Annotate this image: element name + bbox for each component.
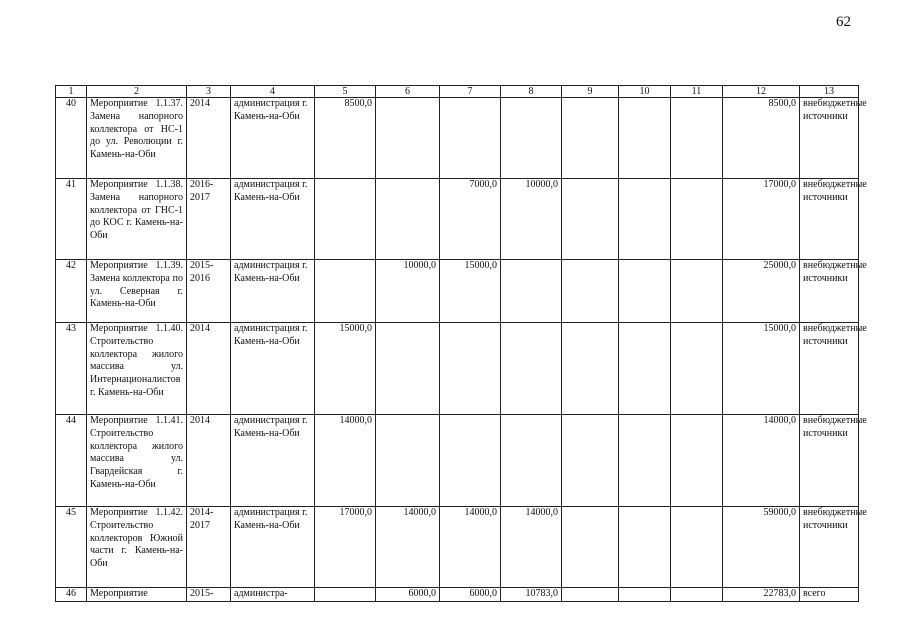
funding-source: внебюджетные источники (800, 179, 859, 260)
column-header: 2 (87, 86, 187, 98)
value-col-5: 8500,0 (315, 98, 376, 179)
value-col-10 (619, 415, 671, 507)
value-col-7 (440, 98, 501, 179)
value-col-8 (501, 98, 562, 179)
value-col-7: 7000,0 (440, 179, 501, 260)
value-col-5 (315, 588, 376, 602)
column-header: 10 (619, 86, 671, 98)
years: 2015- (187, 588, 231, 602)
value-col-7 (440, 415, 501, 507)
value-col-7 (440, 323, 501, 415)
value-col-7: 6000,0 (440, 588, 501, 602)
measure-name: Мероприятие 1.1.37. Замена напорного коллектора от НС-1 до ул. Революции г. Камень-на-Оби (87, 98, 187, 179)
value-total: 17000,0 (723, 179, 800, 260)
value-total: 14000,0 (723, 415, 800, 507)
column-header: 7 (440, 86, 501, 98)
value-col-9 (562, 415, 619, 507)
table-row (56, 588, 859, 602)
value-col-9 (562, 588, 619, 602)
value-col-11 (671, 507, 723, 588)
column-header: 8 (501, 86, 562, 98)
funding-source: внебюджетные источники (800, 507, 859, 588)
value-total: 59000,0 (723, 507, 800, 588)
measure-name: Мероприятие 1.1.41. Строительство коллектора жилого массива ул. Гвардейская г. Камень-на-Оби (87, 415, 187, 507)
funding-source: внебюджетные источники (800, 415, 859, 507)
value-col-10 (619, 507, 671, 588)
value-col-8 (501, 260, 562, 323)
value-col-6 (376, 415, 440, 507)
value-col-9 (562, 98, 619, 179)
table-row (56, 179, 859, 260)
row-number: 42 (56, 260, 87, 323)
executor: администра- (231, 588, 315, 602)
funding-source: всего (800, 588, 859, 602)
value-col-9 (562, 179, 619, 260)
value-col-11 (671, 588, 723, 602)
value-col-5: 14000,0 (315, 415, 376, 507)
value-col-7: 15000,0 (440, 260, 501, 323)
measure-name: Мероприятие 1.1.42. Строительство коллекторов Южной части г. Камень-на-Оби (87, 507, 187, 588)
column-header: 11 (671, 86, 723, 98)
years: 2015-2016 (187, 260, 231, 323)
value-col-11 (671, 98, 723, 179)
executor: администрация г. Камень-на-Оби (231, 323, 315, 415)
value-col-8: 10783,0 (501, 588, 562, 602)
row-number: 40 (56, 98, 87, 179)
row-number: 46 (56, 588, 87, 602)
table-row (56, 323, 859, 415)
value-col-5: 17000,0 (315, 507, 376, 588)
value-col-6: 6000,0 (376, 588, 440, 602)
funding-source: внебюджетные источники (800, 98, 859, 179)
value-col-6: 10000,0 (376, 260, 440, 323)
value-total: 25000,0 (723, 260, 800, 323)
value-col-7: 14000,0 (440, 507, 501, 588)
executor: администрация г. Камень-на-Оби (231, 98, 315, 179)
value-col-11 (671, 260, 723, 323)
row-number: 44 (56, 415, 87, 507)
measure-name: Мероприятие 1.1.40. Строительство коллектора жилого массива ул. Интернационалистов г. Камень-на-Оби (87, 323, 187, 415)
value-col-9 (562, 260, 619, 323)
value-col-11 (671, 415, 723, 507)
value-col-6: 14000,0 (376, 507, 440, 588)
value-col-5 (315, 260, 376, 323)
column-header: 12 (723, 86, 800, 98)
years: 2014-2017 (187, 507, 231, 588)
measure-name: Мероприятие 1.1.39. Замена коллектора по ул. Северная г. Камень-на-Оби (87, 260, 187, 323)
value-total: 8500,0 (723, 98, 800, 179)
value-col-8: 14000,0 (501, 507, 562, 588)
header-row (56, 86, 859, 98)
page-number: 62 (836, 14, 851, 30)
value-col-8: 10000,0 (501, 179, 562, 260)
column-header: 9 (562, 86, 619, 98)
value-col-10 (619, 179, 671, 260)
table-row (56, 260, 859, 323)
value-col-5: 15000,0 (315, 323, 376, 415)
years: 2016-2017 (187, 179, 231, 260)
measure-name: Мероприятие (87, 588, 187, 602)
table-row (56, 415, 859, 507)
value-col-10 (619, 323, 671, 415)
value-col-9 (562, 507, 619, 588)
table-row (56, 507, 859, 588)
years: 2014 (187, 323, 231, 415)
table-row (56, 98, 859, 179)
row-number: 43 (56, 323, 87, 415)
measure-name: Мероприятие 1.1.38. Замена напорного коллектора от ГНС-1 до КОС г. Камень-на-Оби (87, 179, 187, 260)
executor: администрация г. Камень-на-Оби (231, 179, 315, 260)
column-header: 5 (315, 86, 376, 98)
value-col-5 (315, 179, 376, 260)
program-table (55, 85, 867, 602)
row-number: 41 (56, 179, 87, 260)
value-col-11 (671, 323, 723, 415)
value-total: 22783,0 (723, 588, 800, 602)
value-col-6 (376, 323, 440, 415)
column-header: 1 (56, 86, 87, 98)
row-number: 45 (56, 507, 87, 588)
column-header: 6 (376, 86, 440, 98)
column-header: 4 (231, 86, 315, 98)
column-header: 13 (800, 86, 859, 98)
years: 2014 (187, 98, 231, 179)
value-total: 15000,0 (723, 323, 800, 415)
executor: администрация г. Камень-на-Оби (231, 415, 315, 507)
value-col-6 (376, 98, 440, 179)
value-col-10 (619, 98, 671, 179)
executor: администрация г. Камень-на-Оби (231, 260, 315, 323)
value-col-8 (501, 323, 562, 415)
value-col-9 (562, 323, 619, 415)
value-col-10 (619, 588, 671, 602)
column-header: 3 (187, 86, 231, 98)
value-col-6 (376, 179, 440, 260)
years: 2014 (187, 415, 231, 507)
funding-source: внебюджетные источники (800, 323, 859, 415)
value-col-10 (619, 260, 671, 323)
value-col-11 (671, 179, 723, 260)
funding-source: внебюджетные источники (800, 260, 859, 323)
value-col-8 (501, 415, 562, 507)
executor: администрация г. Камень-на-Оби (231, 507, 315, 588)
